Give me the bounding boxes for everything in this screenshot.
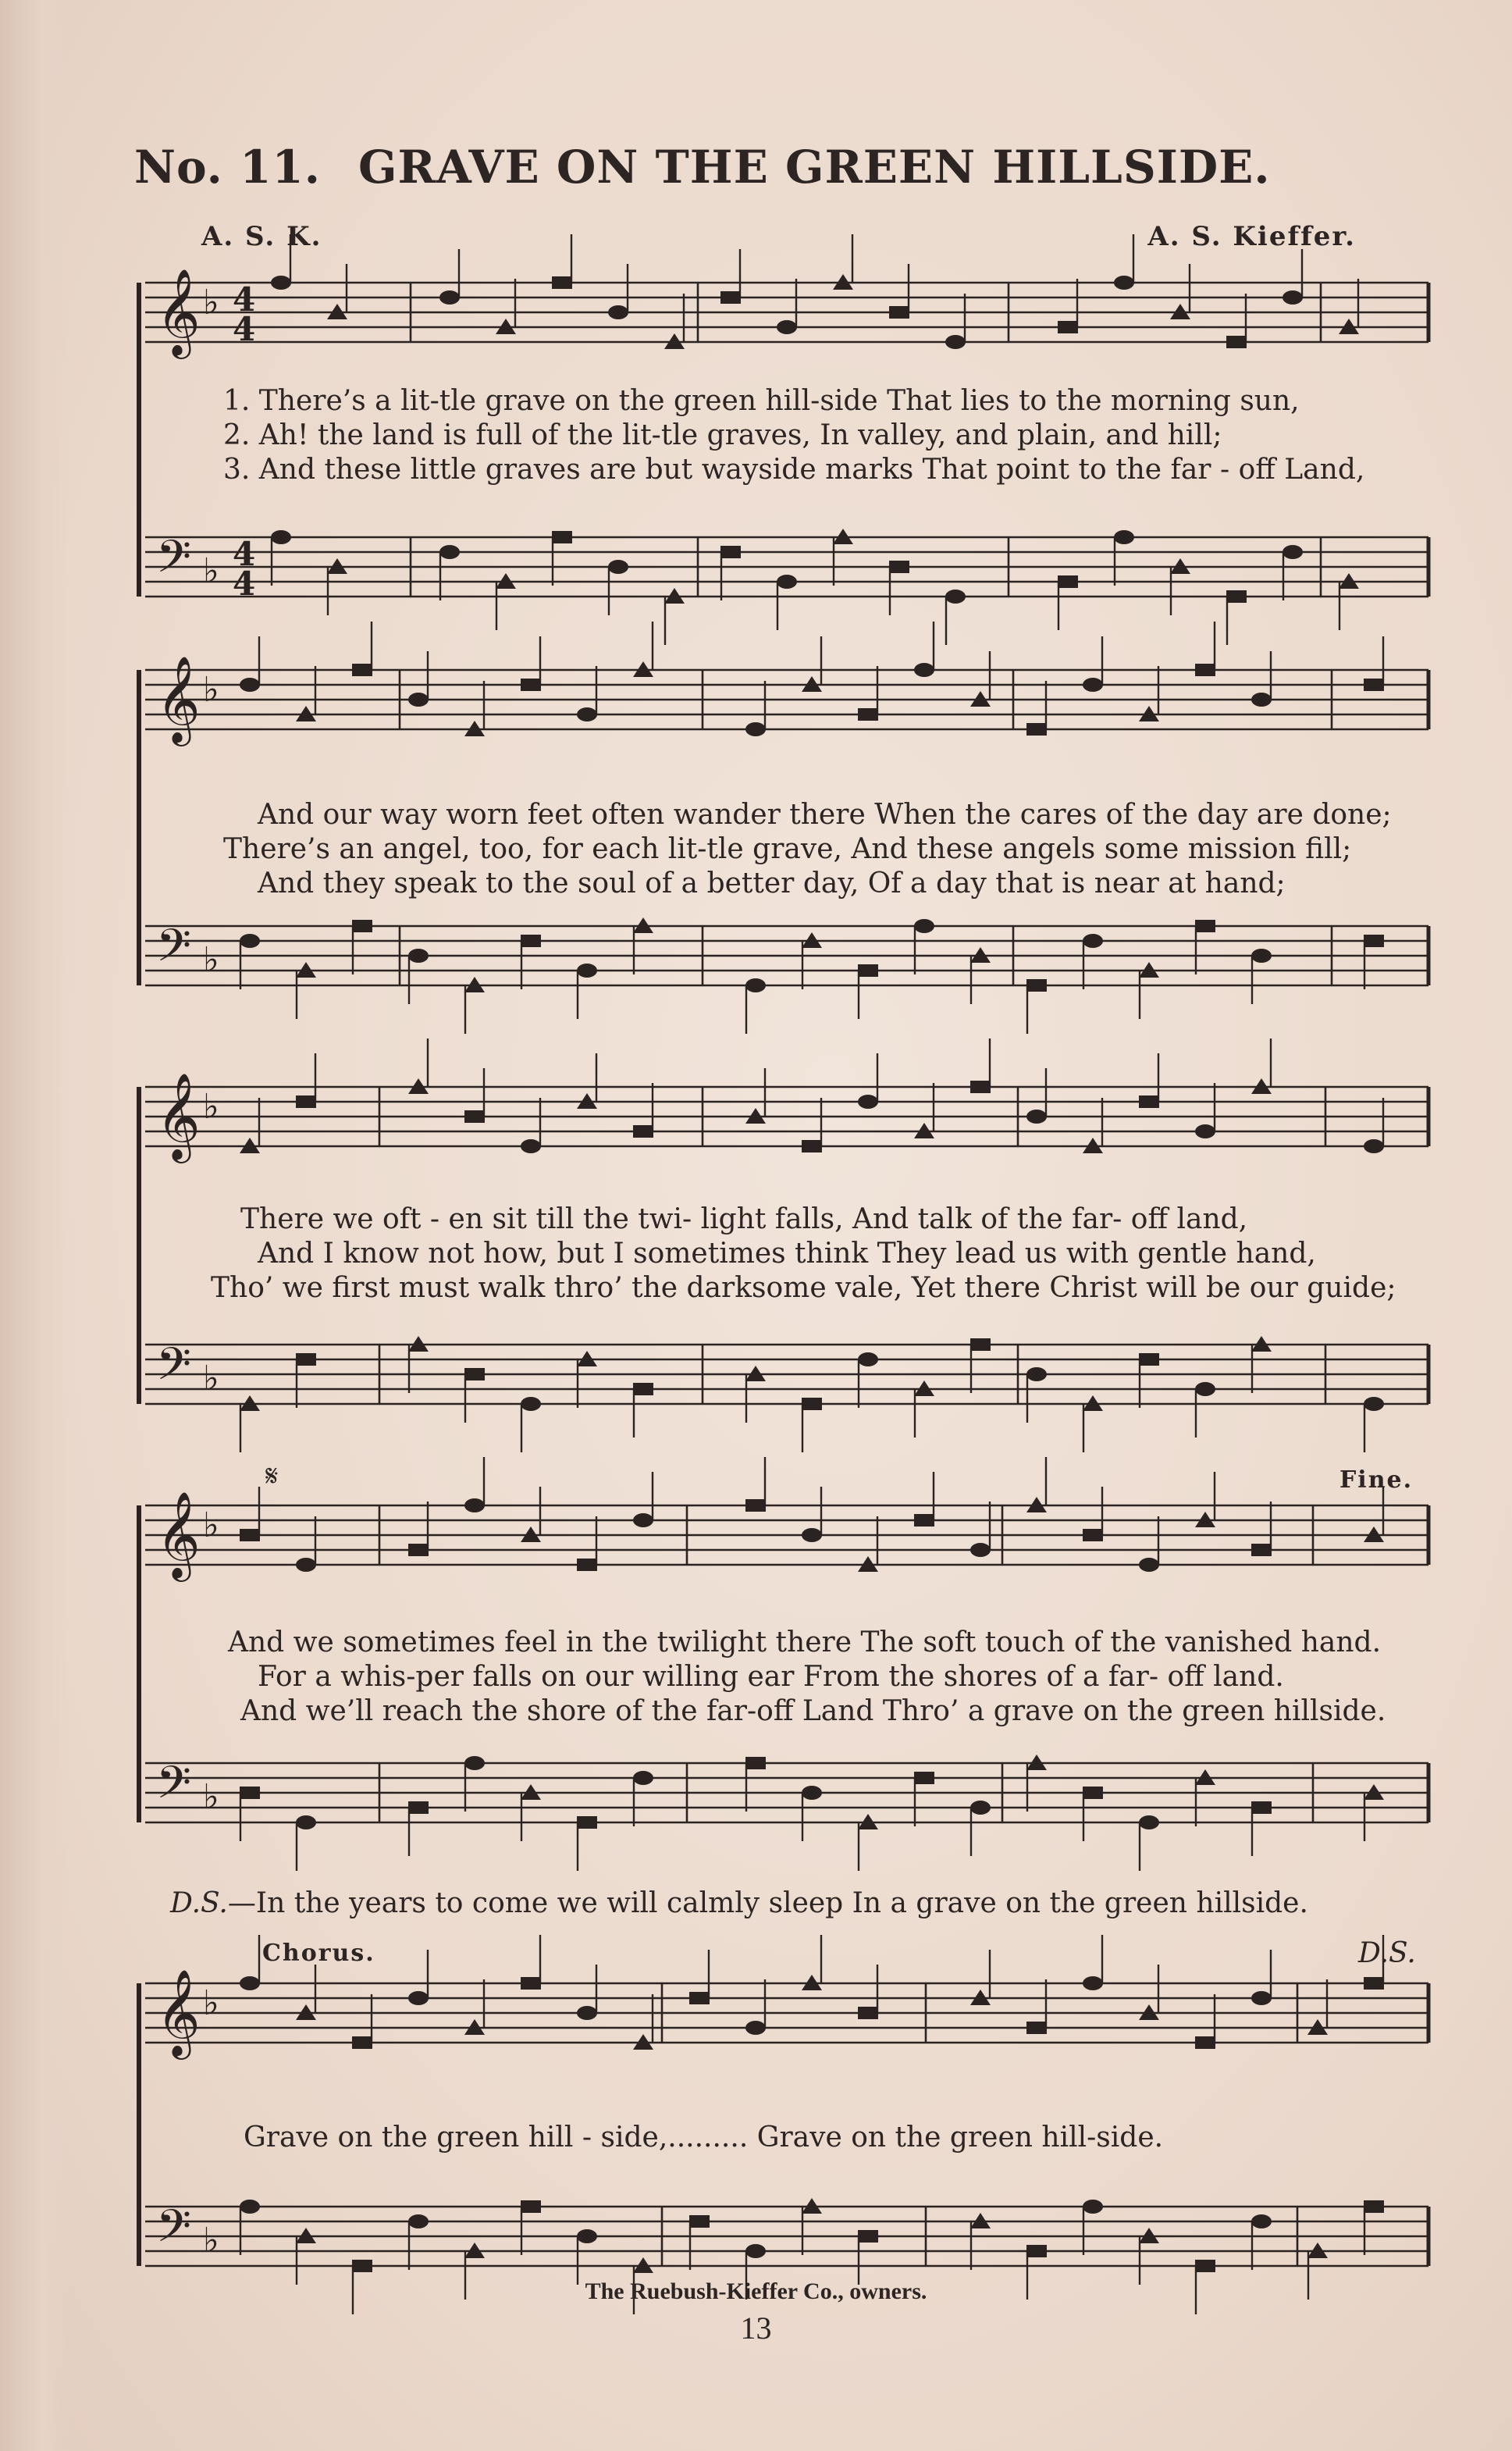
note-head <box>802 1398 822 1410</box>
note-head <box>240 1529 260 1541</box>
note-head <box>745 722 766 736</box>
ds-label: D.S. <box>170 1887 228 1919</box>
note-head <box>1083 1976 1103 1990</box>
ds-line <box>170 1886 1308 1921</box>
note-head <box>439 290 460 305</box>
music-credit: A. S. Kieffer. <box>1147 221 1356 252</box>
note-head <box>1083 2200 1103 2214</box>
note-head <box>1114 276 1134 290</box>
flat-sign-icon: ♭ <box>203 551 219 591</box>
time-signature: 4 <box>233 280 256 319</box>
note-head <box>858 964 878 977</box>
note-head <box>889 306 909 319</box>
note-head <box>745 2244 766 2258</box>
note-head <box>240 934 260 948</box>
note-head <box>1139 1815 1159 1829</box>
note-head <box>802 1528 822 1542</box>
chorus-lyric-line: Grave on the green hill - side,......... Grave on the green hill-side. <box>244 2121 1164 2154</box>
note-head <box>720 546 741 558</box>
note-head <box>970 1801 991 1815</box>
lyric-line-s1-v3: 3. And these little graves are but wayside marks That point to the far - off Land, <box>223 454 1365 486</box>
note-head <box>945 335 966 349</box>
hymn-number: No. 11. <box>134 141 321 194</box>
note-head <box>777 575 797 589</box>
note-head <box>1139 1353 1159 1366</box>
note-head <box>1251 1801 1272 1814</box>
lyric-line-s1-v2: 2. Ah! the land is full of the lit-tle graves, In valley, and plain, and hill; <box>223 419 1222 451</box>
note-head <box>240 1976 260 1990</box>
note-head <box>552 276 572 289</box>
lyric-line-s4-v2: For a whis-per falls on our willing ear From the shores of a far- off land. <box>258 1661 1284 1693</box>
note-head <box>1364 1397 1384 1411</box>
time-signature: 4 <box>233 310 256 348</box>
note-head <box>521 679 541 691</box>
note-head <box>240 1787 260 1799</box>
note-head <box>858 2007 878 2019</box>
note-head <box>689 1992 710 2004</box>
note-head <box>408 1801 429 1814</box>
note-head <box>1083 934 1103 948</box>
note-head <box>1139 1095 1159 1108</box>
bass-clef-icon: 𝄢 <box>156 919 192 983</box>
note-head <box>464 1756 485 1770</box>
note-head <box>577 964 597 978</box>
bass-clef-icon: 𝄢 <box>156 1338 192 1402</box>
note-head <box>1058 321 1078 333</box>
lyric-line-s2-v2: There’s an angel, too, for each lit-tle grave, And these angels some mission fill; <box>223 833 1352 865</box>
note-head <box>408 693 429 707</box>
time-signature: 4 <box>233 565 256 603</box>
note-head <box>1026 979 1047 992</box>
note-head <box>745 1499 766 1512</box>
note-head <box>521 1139 541 1153</box>
note-head <box>1195 1382 1215 1396</box>
note-head <box>1139 1558 1159 1572</box>
note-head <box>1226 590 1247 603</box>
note-head <box>1251 949 1272 963</box>
note-head <box>296 1815 316 1829</box>
note-head <box>689 2215 710 2228</box>
note-head <box>1364 935 1384 947</box>
note-head <box>1058 575 1078 588</box>
note-head <box>1364 679 1384 691</box>
note-head <box>889 561 909 573</box>
note-head <box>1026 1367 1047 1381</box>
lyric-line-s1-v1: 1. There’s a lit-tle grave on the green hill-side That lies to the morning sun, <box>223 385 1300 417</box>
note-head <box>633 1383 653 1395</box>
note-head <box>352 664 372 676</box>
lyric-line-s3-v3: Tho’ we first must walk thro’ the darksome vale, Yet there Christ will be our guide; <box>211 1272 1396 1304</box>
flat-sign-icon: ♭ <box>203 1087 219 1127</box>
note-head <box>1195 1124 1215 1138</box>
note-head <box>408 2214 429 2228</box>
note-head <box>1026 1110 1047 1124</box>
note-head <box>521 1977 541 1990</box>
note-head <box>1364 1139 1384 1153</box>
note-head <box>1026 2022 1047 2034</box>
note-head <box>858 1352 878 1366</box>
treble-clef-icon: 𝄞 <box>156 1968 201 2056</box>
note-head <box>720 291 741 304</box>
lyric-line-s2-v3: And they speak to the soul of a better day, Of a day that is near at hand; <box>258 867 1286 900</box>
note-head <box>271 276 291 290</box>
treble-clef-icon: 𝄞 <box>156 655 201 743</box>
note-head <box>970 1081 991 1093</box>
note-head <box>633 1771 653 1785</box>
note-head <box>296 1095 316 1108</box>
note-head <box>521 935 541 947</box>
note-head <box>1083 678 1103 692</box>
note-head <box>1026 2245 1047 2257</box>
note-head <box>858 1095 878 1109</box>
note-head <box>1364 2200 1384 2213</box>
flat-sign-icon: ♭ <box>203 940 219 980</box>
note-head <box>1251 1544 1272 1556</box>
note-head <box>464 1110 485 1123</box>
words-credit: A. S. K. <box>201 221 322 252</box>
note-head <box>296 1353 316 1366</box>
note-head <box>521 1397 541 1411</box>
note-head <box>1083 1529 1103 1541</box>
time-signature: 4 <box>233 535 256 573</box>
flat-sign-icon: ♭ <box>203 1983 219 2023</box>
note-head <box>577 1559 597 1571</box>
note-head <box>914 1514 934 1527</box>
note-head <box>608 305 628 319</box>
note-head <box>1283 290 1303 305</box>
note-head <box>352 2036 372 2049</box>
note-head <box>802 1786 822 1800</box>
bass-clef-icon: 𝄢 <box>156 2200 192 2264</box>
treble-clef-icon: 𝄞 <box>156 268 201 355</box>
lyric-line-s3-v2: And I know not how, but I sometimes think They lead us with gentle hand, <box>258 1238 1316 1270</box>
note-head <box>970 1338 991 1351</box>
note-head <box>352 2260 372 2272</box>
note-head <box>802 1140 822 1152</box>
note-head <box>633 1513 653 1527</box>
note-head <box>1195 664 1215 676</box>
flat-sign-icon: ♭ <box>203 1505 219 1545</box>
note-head <box>914 663 934 677</box>
note-head <box>970 1543 991 1557</box>
chorus-label: Chorus. <box>262 1940 375 1967</box>
note-head <box>945 590 966 604</box>
note-head <box>608 560 628 574</box>
note-head <box>1251 693 1272 707</box>
fine-marker: Fine. <box>1339 1466 1414 1494</box>
note-head <box>464 1498 485 1512</box>
bass-clef-icon: 𝄢 <box>156 530 192 594</box>
note-head <box>914 1772 934 1784</box>
note-head <box>1195 920 1215 932</box>
note-head <box>408 1544 429 1556</box>
treble-clef-icon: 𝄞 <box>156 1491 201 1578</box>
note-head <box>552 531 572 543</box>
note-head <box>633 1125 653 1138</box>
note-head <box>577 2229 597 2243</box>
note-head <box>464 1368 485 1380</box>
note-head <box>352 920 372 932</box>
note-head <box>408 1991 429 2005</box>
note-head <box>408 949 429 963</box>
note-head <box>271 530 291 544</box>
note-head <box>858 708 878 721</box>
note-head <box>577 707 597 721</box>
note-head <box>745 978 766 992</box>
note-head <box>858 2230 878 2243</box>
note-head <box>1114 530 1134 544</box>
note-head <box>1364 1977 1384 1990</box>
flat-sign-icon: ♭ <box>203 2221 219 2260</box>
flat-sign-icon: ♭ <box>203 1359 219 1398</box>
note-head <box>1251 1991 1272 2005</box>
chorus-ds-marker: D.S. <box>1358 1937 1416 1969</box>
note-head <box>296 1558 316 1572</box>
bass-clef-icon: 𝄢 <box>156 1756 192 1820</box>
flat-sign-icon: ♭ <box>203 283 219 322</box>
note-head <box>1026 723 1047 736</box>
note-head <box>914 919 934 933</box>
treble-clef-icon: 𝄞 <box>156 1072 201 1160</box>
note-head <box>745 1757 766 1769</box>
note-head <box>1083 1787 1103 1799</box>
note-head <box>1195 2036 1215 2049</box>
lyric-line-s4-v1: And we sometimes feel in the twilight there The soft touch of the vanished hand. <box>228 1626 1382 1658</box>
note-head <box>777 320 797 334</box>
flat-sign-icon: ♭ <box>203 1777 219 1817</box>
note-head <box>240 678 260 692</box>
note-head <box>439 545 460 559</box>
note-head <box>1283 545 1303 559</box>
segno-sign: 𝄋 <box>265 1459 279 1493</box>
flat-sign-icon: ♭ <box>203 670 219 710</box>
lyric-line-s2-v1: And our way worn feet often wander there When the cares of the day are done; <box>258 799 1392 831</box>
copyright-owner: The Ruebush-Kieffer Co., owners. <box>585 2278 927 2304</box>
note-head <box>1226 336 1247 348</box>
hymn-title: GRAVE ON THE GREEN HILLSIDE. <box>358 141 1271 194</box>
lyric-line-s4-v3: And we’ll reach the shore of the far-off Land Thro’ a grave on the green hillside. <box>240 1695 1386 1727</box>
ds-text: —In the years to come we will calmly sleep In a grave on the green hillside. <box>227 1887 1308 1919</box>
note-head <box>577 1816 597 1829</box>
note-head <box>1251 2214 1272 2228</box>
lyric-line-s3-v1: There we oft - en sit till the twi- light falls, And talk of the far- off land, <box>240 1203 1248 1235</box>
note-head <box>521 2200 541 2213</box>
note-head <box>240 2200 260 2214</box>
note-head <box>577 2006 597 2020</box>
page-number: 13 <box>740 2310 772 2346</box>
note-head <box>1195 2260 1215 2272</box>
note-head <box>745 2021 766 2035</box>
